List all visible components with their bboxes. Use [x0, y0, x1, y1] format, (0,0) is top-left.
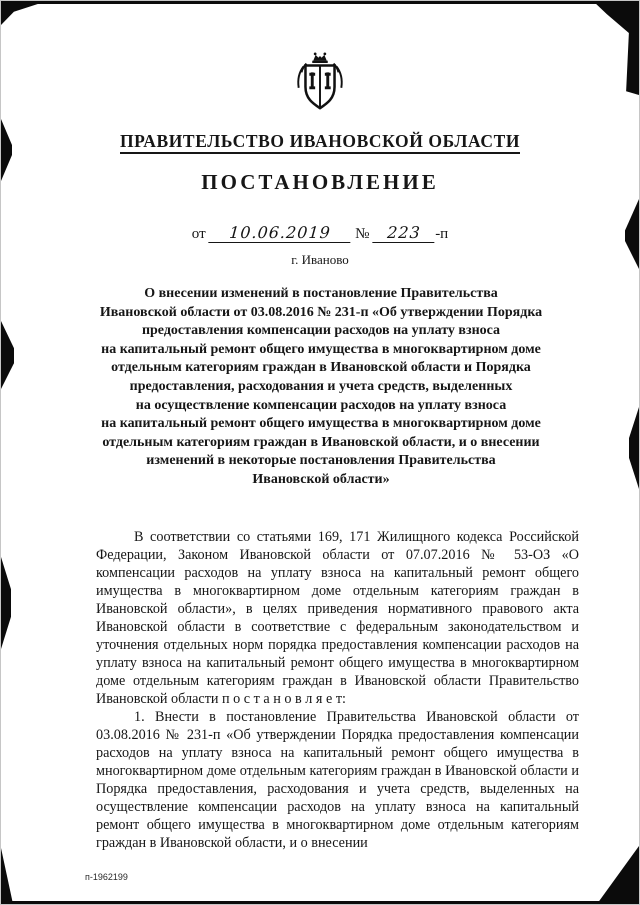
- scan-artifact-top-left: [1, 1, 47, 25]
- scan-artifact-left-2: [1, 321, 14, 389]
- subject-line: предоставления, расходования и учета средств, выделенных: [129, 378, 513, 394]
- subject-line: отдельным категориям граждан в Ивановской области, и о внесении: [102, 434, 540, 450]
- subject-line: Ивановской области»: [252, 471, 390, 487]
- scan-artifact-bottom-right: [597, 846, 639, 904]
- subject-line: Ивановской области от 03.08.2016 № 231-п «Об утверждении Порядка: [99, 304, 543, 320]
- scan-artifact-bottom-left: [1, 848, 13, 904]
- subject-line: предоставления компенсации расходов на уплату взноса: [141, 323, 501, 339]
- handwritten-number: 223: [372, 223, 435, 243]
- date-number-line: [1, 223, 639, 243]
- subject-block: [63, 285, 579, 490]
- org-name-text: ПРАВИТЕЛЬСТВО ИВАНОВСКОЙ ОБЛАСТИ: [120, 131, 520, 154]
- number-suffix: -п: [435, 226, 449, 242]
- scan-artifact-top-edge: [1, 1, 640, 4]
- date-prefix: от: [191, 226, 206, 242]
- scan-artifact-right-2: [629, 407, 639, 489]
- document-body: [96, 528, 579, 852]
- coat-of-arms-icon: [289, 49, 351, 115]
- subject-line: изменений в некоторые постановления Правительства: [146, 453, 496, 469]
- registration-stamp: п-1962199: [85, 872, 128, 882]
- body-paragraph: 1. Внести в постановление Правительства Ивановской области от 03.08.2016 № 231-п «Об утверждении Порядка предоставления компенсации расходов на уплату взноса на капитальный ремонт общего имущества в многоквартирном доме отдельным категориям граждан в Ивановской области и Порядка предоставления, расходования и учета средств, выделенных на осуществление компенсации расходов на уплату взноса на капитальный ремонт общего имущества в многоквартирном доме отдельным категориям граждан в Ивановской области, и о внесении: [96, 709, 579, 851]
- document-type-title: ПОСТАНОВЛЕНИЕ: [201, 170, 439, 194]
- org-name: [1, 131, 639, 152]
- subject-line: О внесении изменений в постановление Правительства: [144, 286, 498, 301]
- scan-artifact-top-right: [593, 1, 639, 95]
- city-line: г. Иваново: [291, 252, 349, 267]
- handwritten-date: 10.06.2019: [209, 223, 352, 243]
- body-paragraph: В соответствии со статьями 169, 171 Жилищного кодекса Российской Федерации, Законом Ивановской области от 07.07.2016 № 53-ОЗ «О компенсации расходов на уплату взноса на капитальный ремонт общего имущества в многоквартирном доме отдельным категориям граждан в Ивановской области», в целях приведения нормативного правового акта Ивановской области в соответствие с федеральным законодательством и уточнения отдельных норм порядка предоставления компенсации расходов на уплату взноса на капитальный ремонт общего имущества в многоквартирном доме отдельным категориям граждан в Ивановской области Правительство Ивановской области п о с т а н о в л я е т:: [96, 529, 579, 707]
- number-sign: №: [355, 226, 370, 242]
- scan-artifact-bottom-edge: [1, 901, 640, 904]
- subject-line: отдельным категориям граждан в Ивановской области и Порядка: [111, 360, 531, 376]
- scan-artifact-left-3: [1, 557, 11, 649]
- subject-line: на капитальный ремонт общего имущества в многоквартирном доме: [101, 341, 541, 357]
- subject-line: на осуществление компенсации расходов на уплату взноса: [135, 397, 507, 413]
- subject-line: на капитальный ремонт общего имущества в многоквартирном доме: [101, 416, 541, 432]
